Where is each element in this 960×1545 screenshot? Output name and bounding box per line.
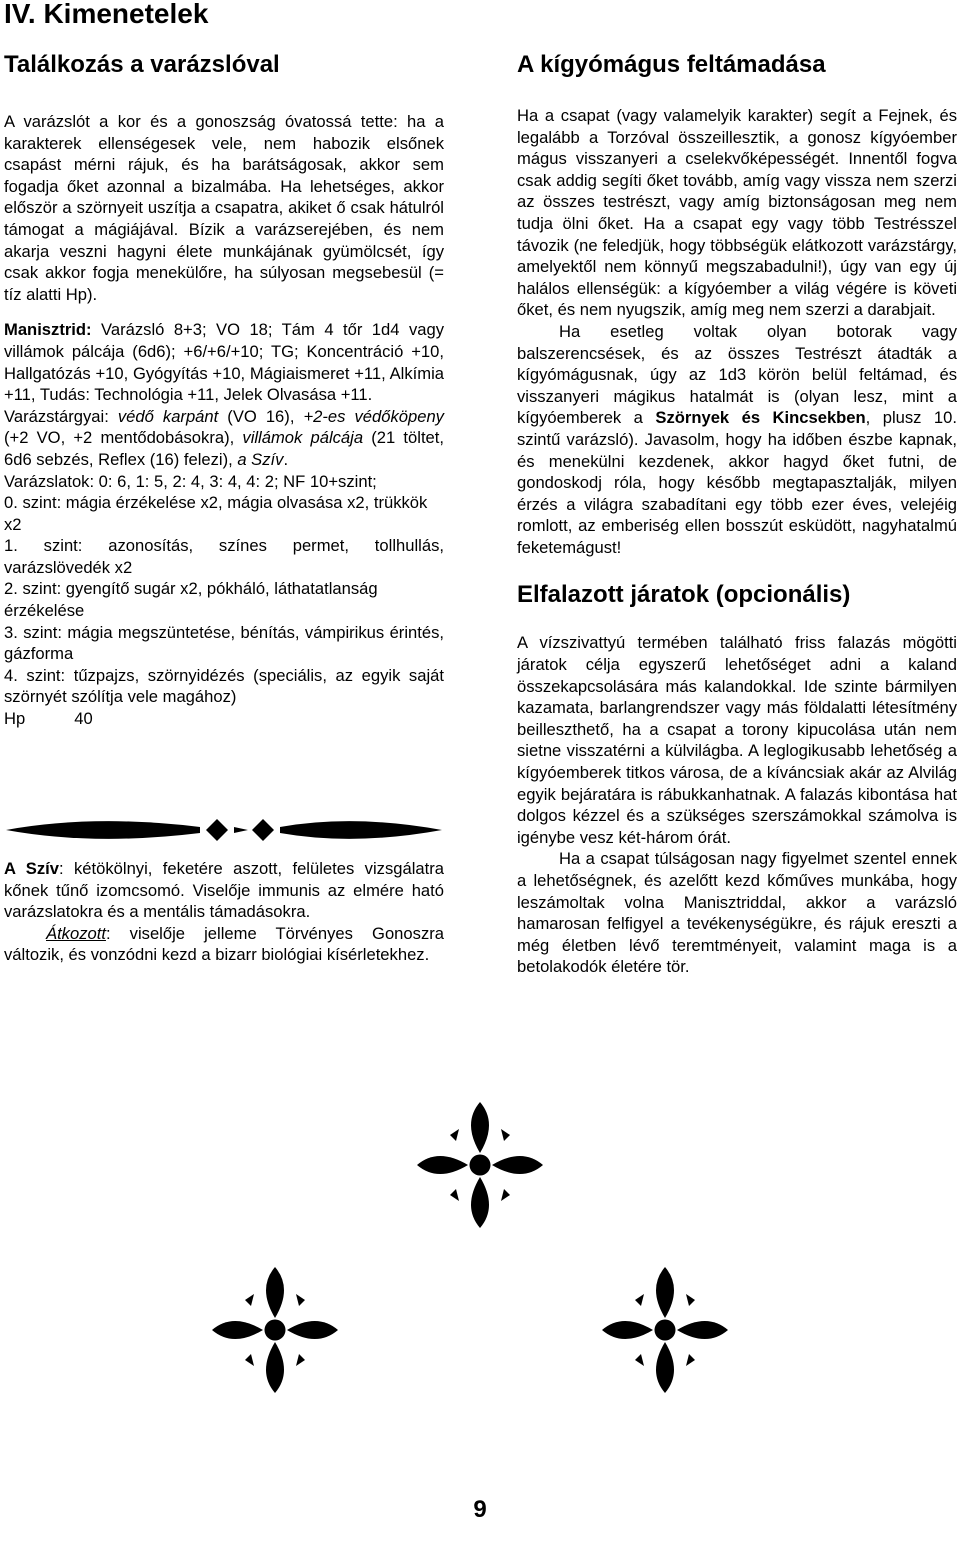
chapter-title: IV. Kimenetelek (4, 0, 209, 29)
item-2-rest: (+2 VO, +2 mentődobásokra), (4, 428, 243, 448)
quatrefoil-ornament-icon (405, 1090, 555, 1240)
item-1-rest: (VO 16), (218, 406, 304, 426)
spell-level-3: 3. szint: mágia megszüntetése, bénítás, vámpirikus érintés, gázforma (4, 622, 444, 664)
page-number: 9 (473, 1496, 487, 1523)
items-label: Varázstárgyai: (4, 406, 118, 426)
hp-value: 40 (74, 709, 93, 729)
spell-level-0: 0. szint: mágia érzékelése x2, mágia olvasása x2, trükkök x2 (4, 493, 428, 534)
cursed-label: Átkozott (46, 923, 106, 943)
left-column (4, 50, 444, 730)
item-3: villámok pálcája (242, 428, 364, 448)
intro-paragraph: A varázslót a kor és a gonoszság óvatossá tette: ha a karakterek ellenségesek vele, nem habozik elsőnek csapást mérni rájuk, és ha barátságosak, akkor sem fogadja őket azonnal a bizalmába. Ha lehetséges, akkor először a szörnyeit uszítja a csapatra, akiket ő csak hátulról támogat a mágiájával. Bízik a varázserejében, és nem akarja veszni hagyni élete munkájának gyümölcsét, így csak akkor fogja menekülőre, ha súlyosan megsebesül (= tíz alatti Hp). (4, 112, 444, 304)
heart-name: A Szív (4, 859, 59, 878)
walled-paragraph-1: A vízszivattyú termében található friss falazás mögötti járatok célja egyszerű lehetőséget adni a kaland összekapcsolására más kalandokkal. Ide szinte bármilyen kazamata, barlangrendszer vagy más földalatti létesítmény beilleszthető, ha a csapat a torony kipucolása után nem sietne visszatérni a külvilágba. A leglogikusabb lehetőség a kígyóemberek titkos városa, de a kíváncsiak akár az Alvilág egyik bejáratára is rábukkanhatnak. A falazás kibontása hat dolgos kézzel és a szükséges szerszámokkal számolva is igénybe vesz két-három órát. (517, 633, 957, 847)
spell-level-4: 4. szint: tűzpajzs, szörnyidézés (speciális, az egyik saját szörnyét szólítja vele magához) (4, 665, 444, 707)
heart-text: : kétökölnyi, feketére aszott, felületes vizsgálatra kőnek tűnő izomcsomó. Viselője immunis az elmére ható varázslatokra és a mentális támadásokra. (4, 859, 444, 922)
hp-label: Hp (4, 709, 26, 729)
cursed-text: : viselője jelleme Törvényes Gonoszra változik, és vonzódni kezd a bizarr biológiai kísérletekhez. (4, 923, 444, 965)
item-1: védő karpánt (117, 406, 219, 426)
magic-items (4, 406, 444, 471)
item-4: a Szív (237, 449, 284, 469)
book-reference: Szörnyek és Kincsekben (655, 408, 866, 428)
spell-level-2: 2. szint: gyengítő sugár x2, pókháló, láthatatlanság érzékelése (4, 579, 378, 621)
item-3-rest: (21 töltet, 6d6 sebzés, Reflex (16) felezi), (4, 428, 445, 469)
para2-end: , plusz 10. szintű varázsló). Javasolm, hogy ha időben észbe kapnak, és menekülni kezdenek, akkor hagyd őket futni, de gondoskodj róla, hogy később megtapasztalják, milyen érzés a világra szabadítani egy több ezer éves, velejéig romlott, az emberiség ellen bosszút esküdött, nagyhatalmú feketemágust! (517, 408, 958, 557)
section-heading-walled-passages: Elfalazott járatok (opcionális) (517, 581, 851, 609)
stat-text: Varázsló 8+3; VO 18; Tám 4 tőr 1d4 vagy villámok pálcája (6d6); +6/+6/+10; TG; Koncentráció +10, Hallgatózás +10, Gyógyítás +10, Mágiaismeret +11, Alkímia +11, Tudás: Technológia +11, Jelek Olvasása +11. (4, 320, 444, 405)
heart-description (4, 858, 444, 923)
item-4-rest: . (283, 449, 289, 469)
quatrefoil-ornament-icon (590, 1255, 740, 1405)
right-column (517, 50, 957, 978)
para2-start: Ha esetleg voltak olyan botorak vagy balszerencsések, és az összes Testrészt átadták a kígyómágusnak, úgy az 1d3 körön belül feltámad, és visszanyeri mágikus hatalmát is (olyan lesz, mint a kígyóemberek a (517, 321, 957, 428)
flourish-divider-icon (4, 810, 444, 850)
stat-block (4, 319, 444, 405)
section-heading-encounter: Találkozás a varázslóval (4, 51, 280, 78)
spell-level-1: 1. szint: azonosítás, színes permet, tollhullás, varázslövedék x2 (4, 536, 444, 577)
section-heading-resurrection: A kígyómágus feltámadása (517, 51, 826, 78)
walled-paragraph-2: Ha a csapat túlságosan nagy figyelmet szentel ennek a lehetőségnek, és azelőtt kezd kőműves munkába, hogy leszámoltak volna Manisztriddal, akkor a varázsló hamarosan felfigyel a tevékenységükre, és rájuk ereszti a még életben lévő teremtményeit, valamint maga is a betolakodók életére tör. (517, 849, 957, 977)
quatrefoil-ornament-icon (200, 1255, 350, 1405)
stat-name: Manisztrid: (4, 320, 92, 340)
artifact-block (4, 858, 444, 966)
resurrection-paragraph-2 (517, 321, 957, 559)
hp-line (4, 708, 444, 730)
cursed-description (4, 923, 444, 966)
item-2: +2-es védőköpeny (303, 406, 444, 426)
resurrection-paragraph-1: Ha a csapat (vagy valamelyik karakter) segít a Fejnek, és legalább a Torzóval összeillesztik, a gonosz kígyóember mágus visszanyeri a cselekvőképességét. Innentől fogva csak addig segíti őket tovább, amíg vagy vissza nem szerzi az összes testrészt, vagy amíg biztonságosan meg nem tudja ölni őket. Ha a csapat egy vagy több Testrésszel távozik (ne feledjük, hogy többségük elátkozott varázstárgy, amelyektől nem könnyű megszabadulni!), úgy van egy új halálos ellenségük: a kígyóember a világ végére is követi őket, és nem nyugszik, amíg meg nem szerzi a darabjait. (517, 106, 957, 320)
spells-header: Varázslatok: 0: 6, 1: 5, 2: 4, 3: 4, 4: 2; NF 10+szint; (4, 471, 377, 491)
